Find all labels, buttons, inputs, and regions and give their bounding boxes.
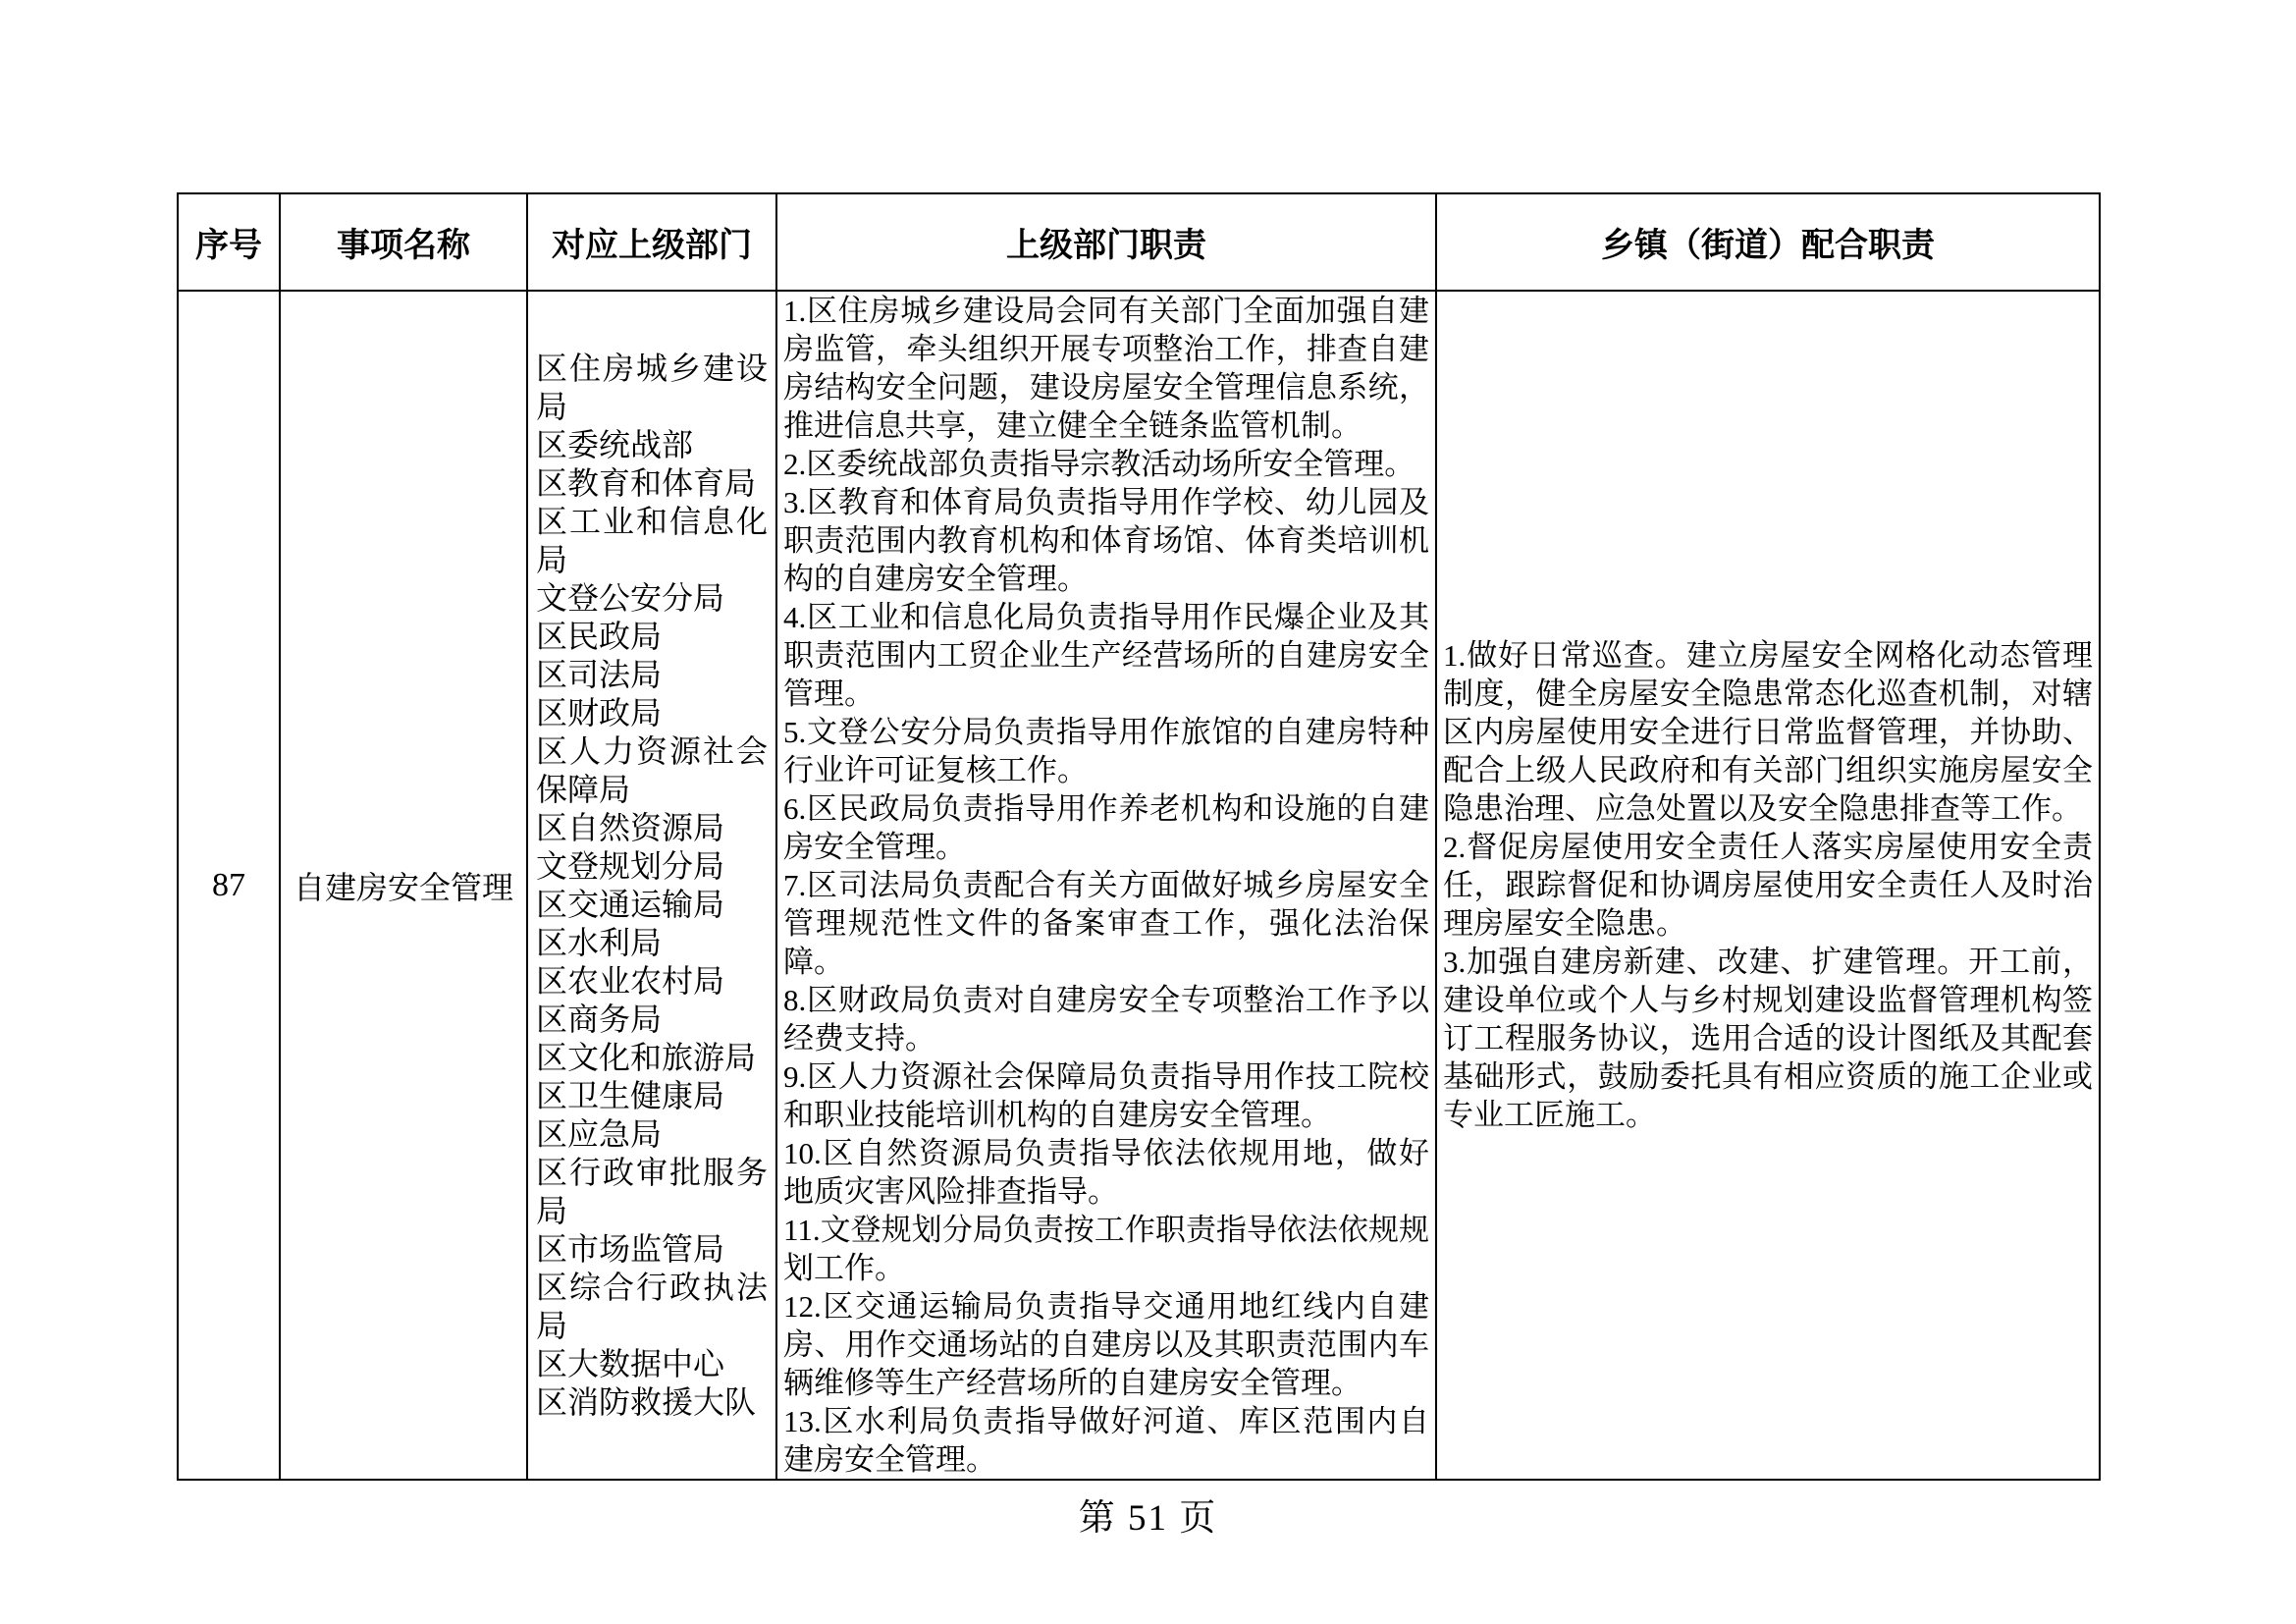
department-item: 区财政局	[536, 694, 663, 731]
row-township-duties	[1436, 291, 2100, 1480]
superior-duty-paragraph: 12.区交通运输局负责指导交通用地红线内自建房、用作交通场站的自建房以及其职责范围内车辆维修等生产经营场所的自建房安全管理。	[783, 1289, 1429, 1400]
responsibility-table	[177, 192, 2101, 1481]
table-header-row	[178, 193, 2100, 291]
row-item-name: 自建房安全管理	[280, 291, 527, 1480]
department-item: 区交通运输局	[536, 886, 725, 922]
township-duty-paragraph: 2.督促房屋使用安全责任人落实房屋使用安全责任，跟踪督促和协调房屋使用安全责任人及时治理房屋安全隐患。	[1443, 830, 2093, 941]
superior-duty-paragraph: 3.区教育和体育局负责指导用作学校、幼儿园及职责范围内教育机构和体育场馆、体育类培训机构的自建房安全管理。	[783, 485, 1429, 596]
department-item: 区工业和信息化局	[536, 503, 768, 577]
superior-duty-paragraph: 7.区司法局负责配合有关方面做好城乡房屋安全管理规范性文件的备案审查工作，强化法治保障。	[783, 868, 1429, 979]
department-item: 区大数据中心	[536, 1345, 725, 1381]
department-item: 文登规划分局	[536, 847, 725, 884]
department-item: 区应急局	[536, 1115, 663, 1152]
superior-duty-paragraph: 1.区住房城乡建设局会同有关部门全面加强自建房监管，牵头组织开展专项整治工作，排查自建房结构安全问题，建设房屋安全管理信息系统，推进信息共享，建立健全全链条监管机制。	[783, 294, 1429, 443]
superior-duty-paragraph: 10.区自然资源局负责指导依法依规用地，做好地质灾害风险排查指导。	[783, 1136, 1429, 1209]
superior-duty-paragraph: 13.区水利局负责指导做好河道、库区范围内自建房安全管理。	[783, 1404, 1429, 1477]
department-item: 区文化和旅游局	[536, 1039, 757, 1075]
superior-duty-paragraph: 8.区财政局负责对自建房安全专项整治工作予以经费支持。	[783, 983, 1429, 1056]
department-item: 区司法局	[536, 656, 663, 692]
department-item: 区人力资源社会保障局	[536, 732, 768, 807]
table-row	[178, 291, 2100, 1480]
department-item: 区综合行政执法局	[536, 1269, 768, 1343]
department-item: 区委统战部	[536, 426, 694, 462]
department-item: 区住房城乡建设局	[536, 350, 768, 424]
department-item: 区农业农村局	[536, 962, 725, 999]
header-township-duties: 乡镇（街道）配合职责	[1436, 193, 2100, 291]
department-item: 区教育和体育局	[536, 464, 757, 501]
department-item: 区市场监管局	[536, 1230, 725, 1267]
department-item: 区行政审批服务局	[536, 1154, 768, 1228]
department-item: 区自然资源局	[536, 809, 725, 845]
superior-duty-paragraph: 11.文登规划分局负责按工作职责指导依法依规规划工作。	[783, 1213, 1429, 1285]
row-serial-number: 87	[178, 291, 280, 1480]
department-item: 区卫生健康局	[536, 1077, 725, 1113]
header-superior-duties: 上级部门职责	[776, 193, 1436, 291]
page-footer: 第 51 页	[1078, 1498, 1218, 1539]
department-list	[536, 350, 768, 1422]
township-duty-paragraph: 1.做好日常巡查。建立房屋安全网格化动态管理制度，健全房屋安全隐患常态化巡查机制，对辖区内房屋使用安全进行日常监督管理，并协助、配合上级人民政府和有关部门组织实施房屋安全隐患治理、应急处置以及安全隐患排查等工作。	[1443, 638, 2093, 826]
superior-duty-list	[783, 292, 1429, 1479]
superior-duty-paragraph: 5.文登公安分局负责指导用作旅馆的自建房特种行业许可证复核工作。	[783, 715, 1429, 787]
header-superior-department: 对应上级部门	[527, 193, 776, 291]
superior-duty-paragraph: 6.区民政局负责指导用作养老机构和设施的自建房安全管理。	[783, 791, 1429, 864]
superior-duty-paragraph: 9.区人力资源社会保障局负责指导用作技工院校和职业技能培训机构的自建房安全管理。	[783, 1059, 1429, 1132]
department-item: 区消防救援大队	[536, 1383, 757, 1420]
superior-duty-paragraph: 2.区委统战部负责指导宗教活动场所安全管理。	[783, 447, 1415, 481]
department-item: 区民政局	[536, 618, 663, 654]
township-duty-list	[1443, 636, 2093, 1134]
header-serial-number: 序号	[178, 193, 280, 291]
township-duty-paragraph: 3.加强自建房新建、改建、扩建管理。开工前，建设单位或个人与乡村规划建设监督管理机构签订工程服务协议，选用合适的设计图纸及其配套基础形式，鼓励委托具有相应资质的施工企业或专业工匠施工。	[1443, 945, 2093, 1132]
superior-duty-paragraph: 4.区工业和信息化局负责指导用作民爆企业及其职责范围内工贸企业生产经营场所的自建房安全管理。	[783, 600, 1429, 711]
department-item: 文登公安分局	[536, 579, 725, 616]
row-superior-duties	[776, 291, 1436, 1480]
department-item: 区水利局	[536, 924, 663, 960]
row-superior-departments	[527, 291, 776, 1480]
department-item: 区商务局	[536, 1001, 663, 1037]
header-item-name: 事项名称	[280, 193, 527, 291]
